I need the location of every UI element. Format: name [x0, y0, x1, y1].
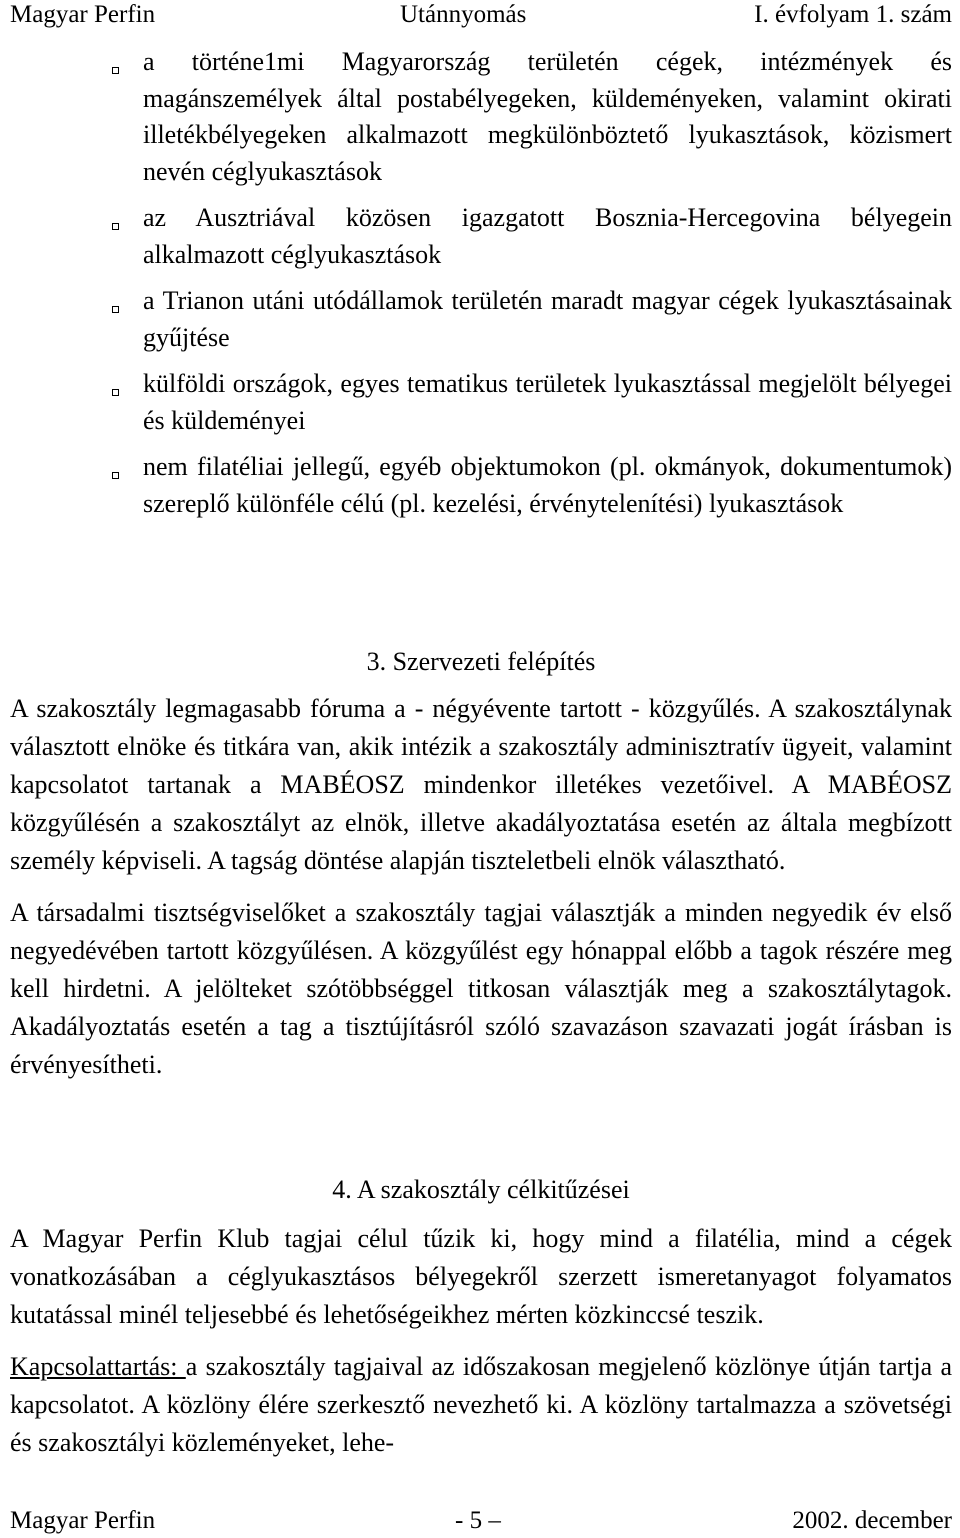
list-item	[0, 449, 960, 522]
paragraph: A társadalmi tisztségviselőket a szakosztály tagjai választják a minden negyedik év első negyedévében tartott közgyűlésen. A közgyűlést egy hónappal előbb a tagok részére meg kell hirdetni. A jelölteket szótöbbséggel titkosan választják meg a szakosztálytagok. Akadályoztatás esetén a tag a tisztújításról szóló szavazáson szavazati jogát írásban is érvényesítheti.	[10, 898, 952, 1079]
contact-label: Kapcsolattartás:	[10, 1352, 186, 1381]
checkbox-bullet-icon	[112, 223, 119, 230]
paragraph	[10, 1348, 952, 1462]
header-publication: Magyar Perfin	[10, 1, 156, 28]
paragraph: A Magyar Perfin Klub tagjai célul tűzik ki, hogy mind a filatélia, mind a cégek vonatkozásában a céglyukasztásos bélyegekről szerzett ismeretanyagot folyamatos kutatással minél teljesebbé és lehetőségeikhez mérten közkinccsé teszik.	[10, 1224, 952, 1329]
list-item	[0, 283, 960, 356]
footer-publication: Magyar Perfin	[10, 1507, 156, 1534]
bullet-list	[0, 44, 960, 532]
header-issue: I. évfolyam 1. szám	[754, 1, 952, 28]
section-4	[10, 1172, 952, 1462]
list-item-text: a Trianon utáni utódállamok területén maradt magyar cégek lyukasztásainak gyűjtése	[143, 286, 952, 352]
checkbox-bullet-icon	[112, 472, 119, 479]
contact-text: a szakosztály tagjaival az időszakosan megjelenő közlönye útján tartja a kapcsolatot. A közlöny élére szerkesztő nevezhető ki. A közlöny tartalmazza a szövetségi és szakosztályi közleményeket, lehe-	[10, 1352, 952, 1457]
list-item-text: nem filatéliai jellegű, egyéb objektumokon (pl. okmányok, dokumentumok) szereplő különféle célú (pl. kezelési, érvénytelenítési) lyukasztások	[143, 452, 952, 518]
header-section: Utánnyomás	[400, 1, 527, 28]
list-item	[0, 44, 960, 190]
section-heading: 3. Szervezeti felépítés	[366, 647, 596, 676]
list-item	[0, 200, 960, 273]
checkbox-bullet-icon	[112, 67, 119, 74]
section-3	[10, 644, 952, 1084]
list-item-text: a történe1mi Magyarország területén cégek, intézmények és magánszemélyek által postabélyegeken, küldeményeken, valamint okirati illetékbélyegeken alkalmazott megkülönböztető lyukasztások, közismert nevén céglyukasztások	[143, 47, 952, 186]
list-item-text: az Ausztriával közösen igazgatott Bosznia-Hercegovina bélyegein alkalmazott céglyukasztások	[143, 203, 952, 269]
list-item-text: külföldi országok, egyes tematikus területek lyukasztással megjelölt bélyegei és küldeményei	[143, 369, 952, 435]
footer-date: 2002. december	[792, 1507, 952, 1534]
page-number: - 5 –	[455, 1507, 501, 1534]
checkbox-bullet-icon	[112, 306, 119, 313]
section-heading: 4. A szakosztály célkitűzései	[332, 1175, 630, 1204]
paragraph: A szakosztály legmagasabb fóruma a - négyévente tartott - közgyűlés. A szakosztálynak választott elnöke és titkára van, akik intézik a szakosztály adminisztratív ügyeit, valamint kapcsolatot tartanak a MABÉOSZ mindenkor illetékes vezetőivel. A MABÉOSZ közgyűlésén a szakosztályt az elnök, illetve akadályoztatása esetén az általa megbízott személy képviseli. A tagság döntése alapján tiszteletbeli elnök választható.	[10, 694, 952, 875]
checkbox-bullet-icon	[112, 389, 119, 396]
list-item	[0, 366, 960, 439]
